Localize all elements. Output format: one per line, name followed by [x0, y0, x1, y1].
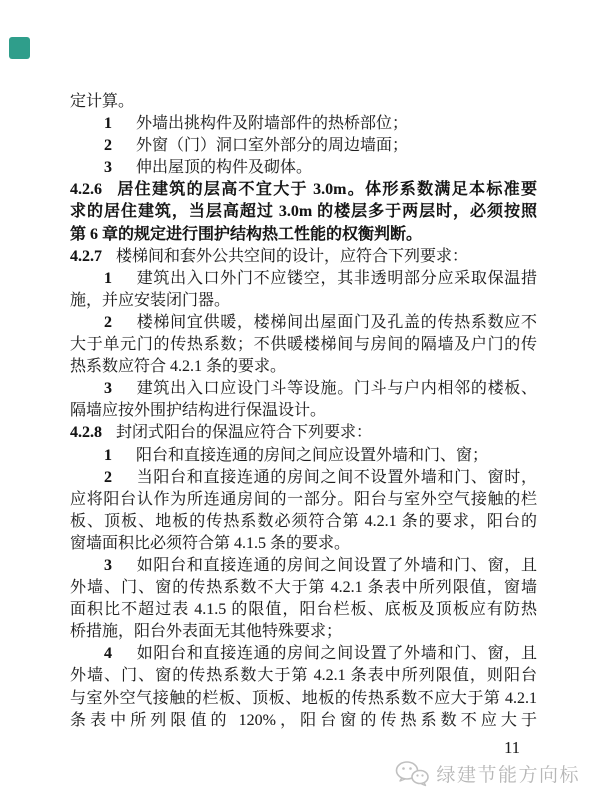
- number-gap: [112, 569, 136, 570]
- number-gap: [102, 436, 116, 437]
- line-text: 面积比不超过表 4.1.5 的限值，阳台栏板、底板及顶板应有防热: [70, 601, 537, 619]
- line-text: 外墙、门、窗的传热系数不大于第 4.2.1 条表中所列限值，窗墙: [70, 579, 537, 597]
- text-line: [70, 621, 537, 643]
- number-gap: [112, 282, 136, 283]
- line-text: 应将阳台认作为所连通房间的一部分。阳台与室外空气接触的栏: [70, 490, 537, 508]
- line-text: 外墙出挑构件及附墙部件的热桥部位；: [136, 115, 409, 133]
- line-text: 外墙、门、窗的传热系数大于第 4.2.1 条表中所列限值，则阳台: [70, 667, 537, 685]
- line-text: 封闭式阳台的保温应符合下列要求：: [116, 424, 373, 442]
- line-number: 1: [104, 446, 112, 464]
- line-text: 施，并应安装闭门器。: [70, 291, 231, 309]
- text-line: [70, 467, 537, 489]
- text-line: [70, 378, 537, 400]
- line-number: 4: [104, 645, 112, 663]
- number-gap: [112, 127, 136, 128]
- line-text: 如阳台和直接连通的房间之间设置了外墙和门、窗，且: [136, 556, 537, 574]
- line-text: 外窗（门）洞口室外部分的周边墙面；: [136, 137, 409, 155]
- number-gap: [112, 392, 136, 393]
- text-line: [70, 312, 537, 334]
- line-number: 4.2.8: [70, 424, 102, 442]
- text-line: [70, 179, 537, 201]
- line-text: 定计算。: [70, 93, 135, 110]
- line-number: 2: [104, 313, 112, 331]
- line-number: 1: [104, 115, 112, 133]
- text-line: [70, 599, 537, 621]
- line-number: 4.2.7: [70, 247, 102, 265]
- text-line: [70, 334, 537, 356]
- line-number: 3: [104, 380, 112, 398]
- text-line: [70, 422, 537, 444]
- line-text: 板、顶板、地板的传热系数必须符合第 4.2.1 条的要求，阳台的: [70, 512, 537, 530]
- line-text: 热系数应符合 4.2.1 条的要求。: [70, 358, 287, 376]
- watermark-text: 绿建节能方向标: [436, 765, 580, 786]
- line-text: 大于单元门的传热系数；不供暖楼梯间与房间的隔墙及户门的传: [70, 336, 537, 354]
- watermark: [394, 760, 580, 787]
- page-number: 11: [504, 738, 520, 757]
- text-line: [70, 356, 537, 378]
- number-gap: [112, 459, 136, 460]
- text-line: [70, 555, 537, 577]
- text-line: [70, 710, 537, 732]
- text-line: [70, 511, 537, 533]
- line-text: 与室外空气接触的栏板、顶板、地板的传热系数不应大于第 4.2.1: [70, 689, 537, 707]
- document-body: [70, 91, 537, 732]
- number-gap: [112, 481, 136, 482]
- text-line: [70, 246, 537, 268]
- line-number: 3: [104, 159, 112, 177]
- line-text: 如阳台和直接连通的房间之间设置了外墙和门、窗，且: [136, 645, 537, 663]
- line-text: 条表中所列限值的 120%，阳台窗的传热系数不应大于: [70, 711, 537, 729]
- line-text: 窗墙面积比必须符合第 4.1.5 条的要求。: [70, 534, 351, 552]
- text-line: [70, 201, 537, 223]
- number-gap: [112, 171, 136, 172]
- wechat-icon: [394, 760, 430, 787]
- line-text: 楼梯间和套外公共空间的设计，应符合下列要求：: [116, 247, 469, 265]
- text-line: [70, 224, 537, 246]
- line-text: 桥措施，阳台外表面无其他特殊要求；: [70, 623, 343, 641]
- line-text: 建筑出入口外门不应镂空，其非透明部分应采取保温措: [136, 269, 537, 287]
- number-gap: [112, 149, 136, 150]
- text-line: [70, 445, 537, 467]
- number-gap: [112, 657, 136, 658]
- line-text: 阳台和直接连通的房间之间应设置外墙和门、窗；: [136, 446, 489, 464]
- line-number: 1: [104, 269, 112, 287]
- line-text: 伸出屋顶的构件及砌体。: [136, 159, 313, 177]
- line-text: 建筑出入口应设门斗等设施。门斗与户内相邻的楼板、: [136, 380, 537, 398]
- line-text: 居住建筑的层高不宜大于 3.0m。体形系数满足本标准要: [116, 181, 537, 199]
- text-line: [70, 489, 537, 511]
- line-number: 2: [104, 137, 112, 155]
- text-line: [70, 135, 537, 157]
- text-line: [70, 157, 537, 179]
- number-gap: [102, 193, 116, 194]
- line-number: 4.2.6: [70, 181, 102, 199]
- text-line: [70, 400, 537, 422]
- text-line: [70, 91, 537, 113]
- line-text: 第 6 章的规定进行围护结构热工性能的权衡判断。: [70, 225, 423, 243]
- text-line: [70, 577, 537, 599]
- line-text: 求的居住建筑，当层高超过 3.0m 的楼层多于两层时，必须按照: [70, 203, 537, 221]
- line-text: 楼梯间宜供暖，楼梯间出屋面门及孔盖的传热系数应不: [136, 313, 537, 331]
- corner-mark: [9, 37, 30, 59]
- text-line: [70, 113, 537, 135]
- text-line: [70, 665, 537, 687]
- line-number: 2: [104, 468, 112, 486]
- line-text: 隔墙应按外围护结构进行保温设计。: [70, 402, 327, 420]
- text-line: [70, 268, 537, 290]
- line-number: 3: [104, 556, 112, 574]
- text-line: [70, 533, 537, 555]
- text-line: [70, 290, 537, 312]
- text-line: [70, 688, 537, 710]
- number-gap: [112, 326, 136, 327]
- line-text: 当阳台和直接连通的房间之间不设置外墙和门、窗时，: [136, 468, 537, 486]
- text-line: [70, 643, 537, 665]
- number-gap: [102, 260, 116, 261]
